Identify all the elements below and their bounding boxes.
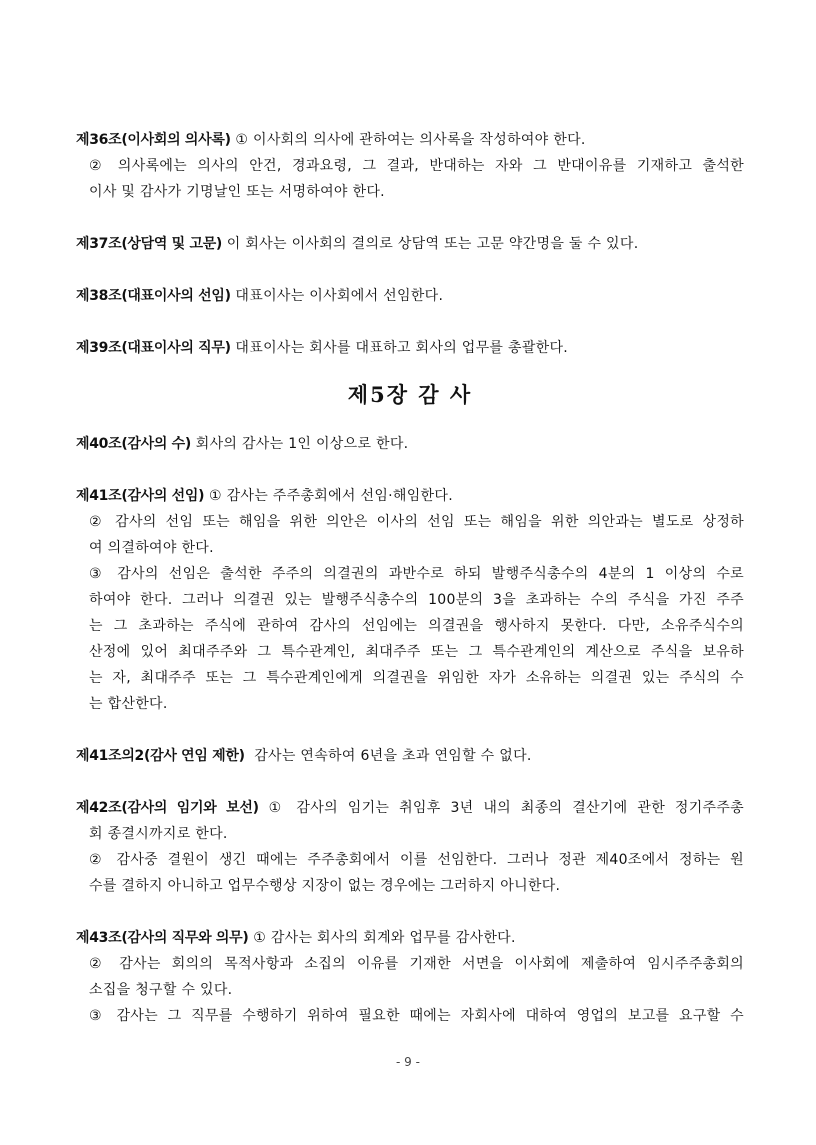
- article-line: [76, 587, 744, 613]
- article-line: [76, 977, 744, 1003]
- article-line: [76, 821, 744, 847]
- article-text: 는 자, 최대주주 또는 그 특수관계인에게 의결권을 위임한 자가 소유하는 의결권 있는 주식의 수: [89, 670, 744, 686]
- article-line: [76, 639, 744, 665]
- spacer: [76, 457, 744, 483]
- article-line: [76, 153, 744, 179]
- article-heading: 제37조(상담역 및 고문): [76, 236, 223, 252]
- article-text: ① 감사의 임기는 취임후 3년 내의 최종의 결산기에 관한 정기주주총: [258, 800, 744, 816]
- article-line: [76, 613, 744, 639]
- articles-after-chapter: [76, 431, 744, 1029]
- article-line: [76, 691, 744, 717]
- article-line: [76, 509, 744, 535]
- article-text: ② 의사록에는 의사의 안건, 경과요령, 그 결과, 반대하는 자와 그 반대이유를 기재하고 출석한: [89, 158, 744, 174]
- spacer: [76, 205, 744, 231]
- article-text: 는 합산한다.: [89, 696, 168, 712]
- article-first-line: [76, 795, 744, 821]
- article-first-line: [76, 231, 744, 257]
- article: [76, 431, 744, 457]
- article-text: 이사 및 감사가 기명날인 또는 서명하여야 한다.: [89, 184, 385, 200]
- article-line: [76, 665, 744, 691]
- spacer: [76, 309, 744, 335]
- spacer: [76, 899, 744, 925]
- article-line: [76, 873, 744, 899]
- article-heading: 제39조(대표이사의 직무): [76, 340, 231, 356]
- article-heading: 제38조(대표이사의 선임): [76, 288, 231, 304]
- article-first-line: [76, 335, 744, 361]
- article-text: 감사는 연속하여 6년을 초과 연임할 수 없다.: [244, 748, 532, 764]
- article-text: ③ 감사는 그 직무를 수행하기 위하여 필요한 때에는 자회사에 대하여 영업의 보고를 요구할 수: [89, 1008, 744, 1024]
- article-line: [76, 951, 744, 977]
- page-number: - 9 -: [396, 1055, 420, 1069]
- article-text: 회 종결시까지로 한다.: [89, 826, 228, 842]
- article-text: 는 그 초과하는 주식에 관하여 감사의 선임에는 의결권을 행사하지 못한다. 다만, 소유주식수의: [89, 618, 744, 634]
- article-first-line: [76, 127, 744, 153]
- chapter-title: 제5장 감 사: [347, 382, 473, 407]
- article: [76, 743, 744, 769]
- article: [76, 231, 744, 257]
- article-line: [76, 561, 744, 587]
- article-text: ① 감사는 주주총회에서 선임·해임한다.: [204, 488, 453, 504]
- spacer: [76, 257, 744, 283]
- article-text: 대표이사는 이사회에서 선임한다.: [230, 288, 444, 304]
- article-first-line: [76, 925, 744, 951]
- article-text: ① 이사회의 의사에 관하여는 의사록을 작성하여야 한다.: [230, 132, 586, 148]
- article: [76, 925, 744, 1029]
- article: [76, 127, 744, 205]
- article-text: 하여야 한다. 그러나 의결권 있는 발행주식총수의 100분의 3을 초과하는 수의 주식을 가진 주주: [89, 592, 744, 608]
- article-line: [76, 1003, 744, 1029]
- article: [76, 483, 744, 717]
- article-text: ② 감사중 결원이 생긴 때에는 주주총회에서 이를 선임한다. 그러나 정관 제40조에서 정하는 원: [89, 852, 744, 868]
- article-text: 산정에 있어 최대주주와 그 특수관계인, 최대주주 또는 그 특수관계인의 계산으로 주식을 보유하: [89, 644, 744, 660]
- article-line: [76, 535, 744, 561]
- article: [76, 283, 744, 309]
- article-heading: 제42조(감사의 임기와 보선): [76, 800, 259, 816]
- article-text: 회사의 감사는 1인 이상으로 한다.: [191, 436, 409, 452]
- article-text: ③ 감사의 선임은 출석한 주주의 의결권의 과반수로 하되 발행주식총수의 4분의 1 이상의 수로: [89, 566, 744, 582]
- article-text: 여 의결하여야 한다.: [89, 540, 214, 556]
- article-heading: 제41조(감사의 선임): [76, 488, 205, 504]
- spacer: [76, 717, 744, 743]
- spacer: [76, 769, 744, 795]
- article: [76, 795, 744, 899]
- document-body: [76, 127, 744, 1029]
- article-text: ① 감사는 회사의 회계와 업무를 감사한다.: [248, 930, 516, 946]
- article-text: 이 회사는 이사회의 결의로 상담역 또는 고문 약간명을 둘 수 있다.: [222, 236, 639, 252]
- articles-before-chapter: [76, 127, 744, 361]
- article-first-line: [76, 431, 744, 457]
- article: [76, 335, 744, 361]
- article-text: ② 감사는 회의의 목적사항과 소집의 이유를 기재한 서면을 이사회에 제출하여 임시주주총회의: [89, 956, 744, 972]
- article-text: ② 감사의 선임 또는 해임을 위한 의안은 이사의 선임 또는 해임을 위한 의안과는 별도로 상정하: [89, 514, 744, 530]
- article-first-line: [76, 283, 744, 309]
- article-text: 수를 결하지 아니하고 업무수행상 지장이 없는 경우에는 그러하지 아니한다.: [89, 878, 561, 894]
- article-text: 대표이사는 회사를 대표하고 회사의 업무를 총괄한다.: [230, 340, 569, 356]
- article-line: [76, 179, 744, 205]
- article-heading: 제41조의2(감사 연임 제한): [76, 748, 245, 764]
- article-first-line: [76, 743, 744, 769]
- article-heading: 제40조(감사의 수): [76, 436, 191, 452]
- article-heading: 제36조(이사회의 의사록): [76, 132, 231, 148]
- article-heading: 제43조(감사의 직무와 의무): [76, 930, 249, 946]
- article-first-line: [76, 483, 744, 509]
- article-line: [76, 847, 744, 873]
- article-text: 소집을 청구할 수 있다.: [89, 982, 233, 998]
